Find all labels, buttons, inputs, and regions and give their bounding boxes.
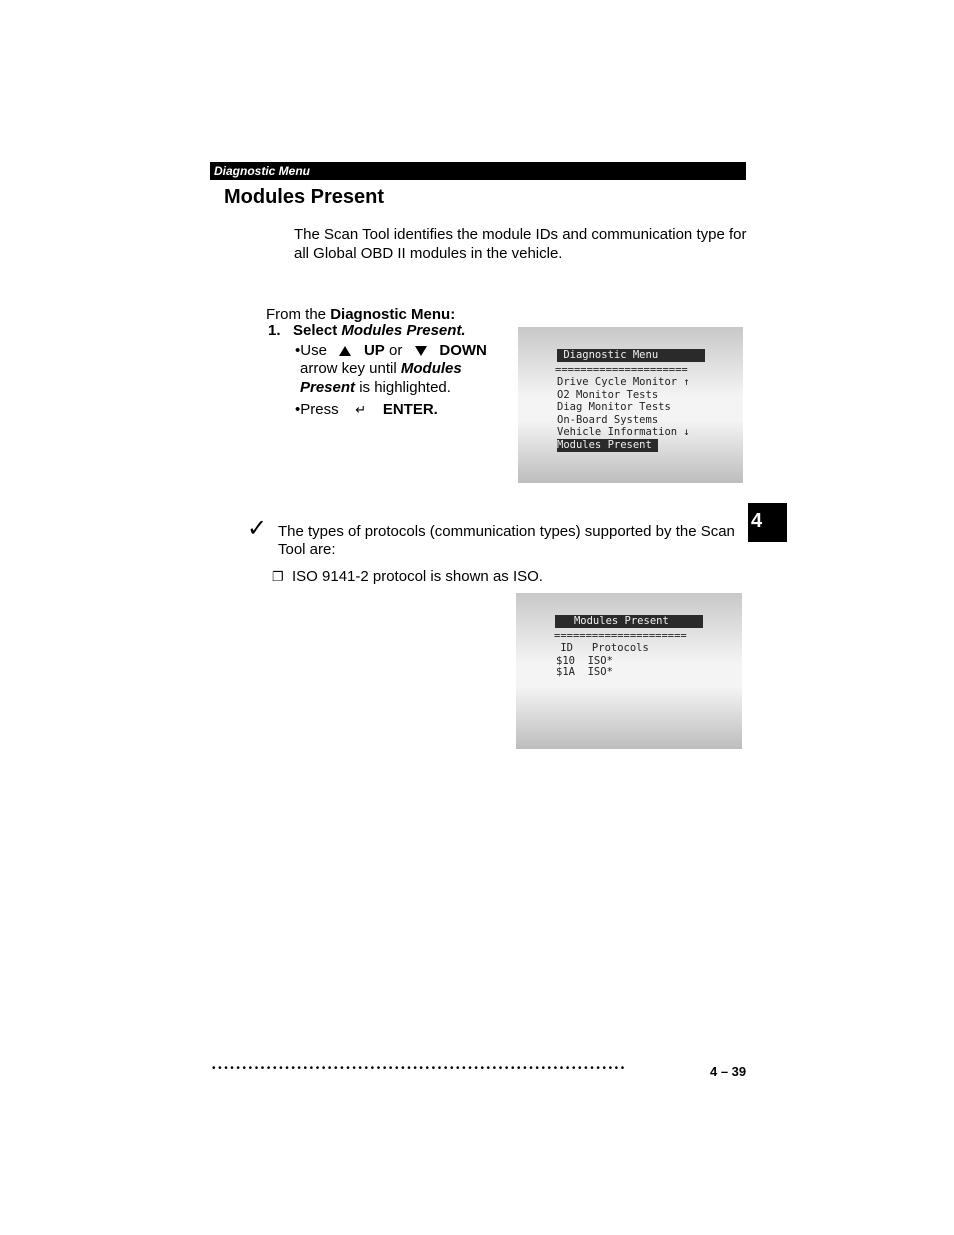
or-text: or xyxy=(388,342,403,359)
menu-item-modules-present-selected: Modules Present xyxy=(557,439,659,451)
use-prefix: •Use xyxy=(295,342,327,359)
table-row: $1A ISO* xyxy=(556,666,613,678)
up-arrow-icon xyxy=(339,346,351,356)
screen-title: Modules Present xyxy=(555,615,703,628)
scroll-down-icon: ↓ xyxy=(677,426,690,438)
enter-label: ENTER. xyxy=(382,401,438,418)
page-title: Modules Present xyxy=(224,186,385,208)
step-item: Modules Present. xyxy=(341,322,466,339)
is-highlighted-text: is highlighted. xyxy=(355,379,451,396)
table-row: $10 ISO* xyxy=(556,655,613,667)
down-label: DOWN xyxy=(439,342,487,359)
menu-item-on-board-systems: On-Board Systems xyxy=(557,414,659,426)
down-arrow-icon xyxy=(415,346,427,356)
protocol-bullet-text: ISO 9141-2 protocol is shown as ISO. xyxy=(292,568,543,585)
step-select: Select xyxy=(293,322,342,339)
arrow-key-text: arrow key until xyxy=(300,360,401,377)
menu-item-o2-monitor-tests: O2 Monitor Tests xyxy=(557,389,659,401)
chapter-number: 4 xyxy=(751,510,763,532)
chapter-tab xyxy=(748,503,787,542)
checkmark-icon: ✓ xyxy=(247,515,268,542)
use-instruction xyxy=(295,342,487,360)
section-header-title: Diagnostic Menu xyxy=(214,164,311,178)
menu-item-vehicle-information: Vehicle Information ↓ xyxy=(557,426,690,438)
footer-dot-leader: •••••••••••••••••••••••••••••••••••••••••••••••••••••••••••••••••••• xyxy=(212,1063,627,1074)
press-prefix: •Press xyxy=(295,401,339,418)
scan-tool-screen-modules-present xyxy=(516,593,742,749)
modules-word: Modules xyxy=(400,360,462,377)
highlighted-instruction xyxy=(300,379,451,397)
screen-title: Diagnostic Menu xyxy=(557,349,705,362)
checkbox-icon: ❐ xyxy=(272,569,284,584)
enter-key-icon: ↵ xyxy=(355,402,367,417)
step-number: 1. xyxy=(268,322,281,339)
present-word: Present xyxy=(300,379,356,396)
protocol-note: The types of protocols (communication types) supported by the Scan Tool are: xyxy=(278,523,735,558)
scroll-up-icon: ↑ xyxy=(677,376,690,388)
from-menu-name: Diagnostic Menu: xyxy=(330,306,456,323)
menu-item-diag-monitor-tests: Diag Monitor Tests xyxy=(557,401,671,413)
screen-separator: ===================== xyxy=(555,364,688,376)
from-prefix: From the xyxy=(266,306,331,323)
menu-item-drive-cycle-monitor: Drive Cycle Monitor ↑ xyxy=(557,376,690,388)
protocol-bullet xyxy=(272,568,543,586)
screen-separator: ===================== xyxy=(554,630,687,642)
intro-paragraph: The Scan Tool identifies the module IDs and communication type for all Global OBD II modules in the vehicle. xyxy=(294,226,747,262)
step-1 xyxy=(268,322,466,340)
scan-tool-screen-diagnostic-menu xyxy=(518,327,743,483)
table-header-row: ID Protocols xyxy=(554,642,649,654)
up-label: UP xyxy=(363,342,385,359)
arrow-key-instruction xyxy=(300,360,462,378)
press-instruction xyxy=(295,401,438,419)
page-number: 4 – 39 xyxy=(710,1064,747,1079)
